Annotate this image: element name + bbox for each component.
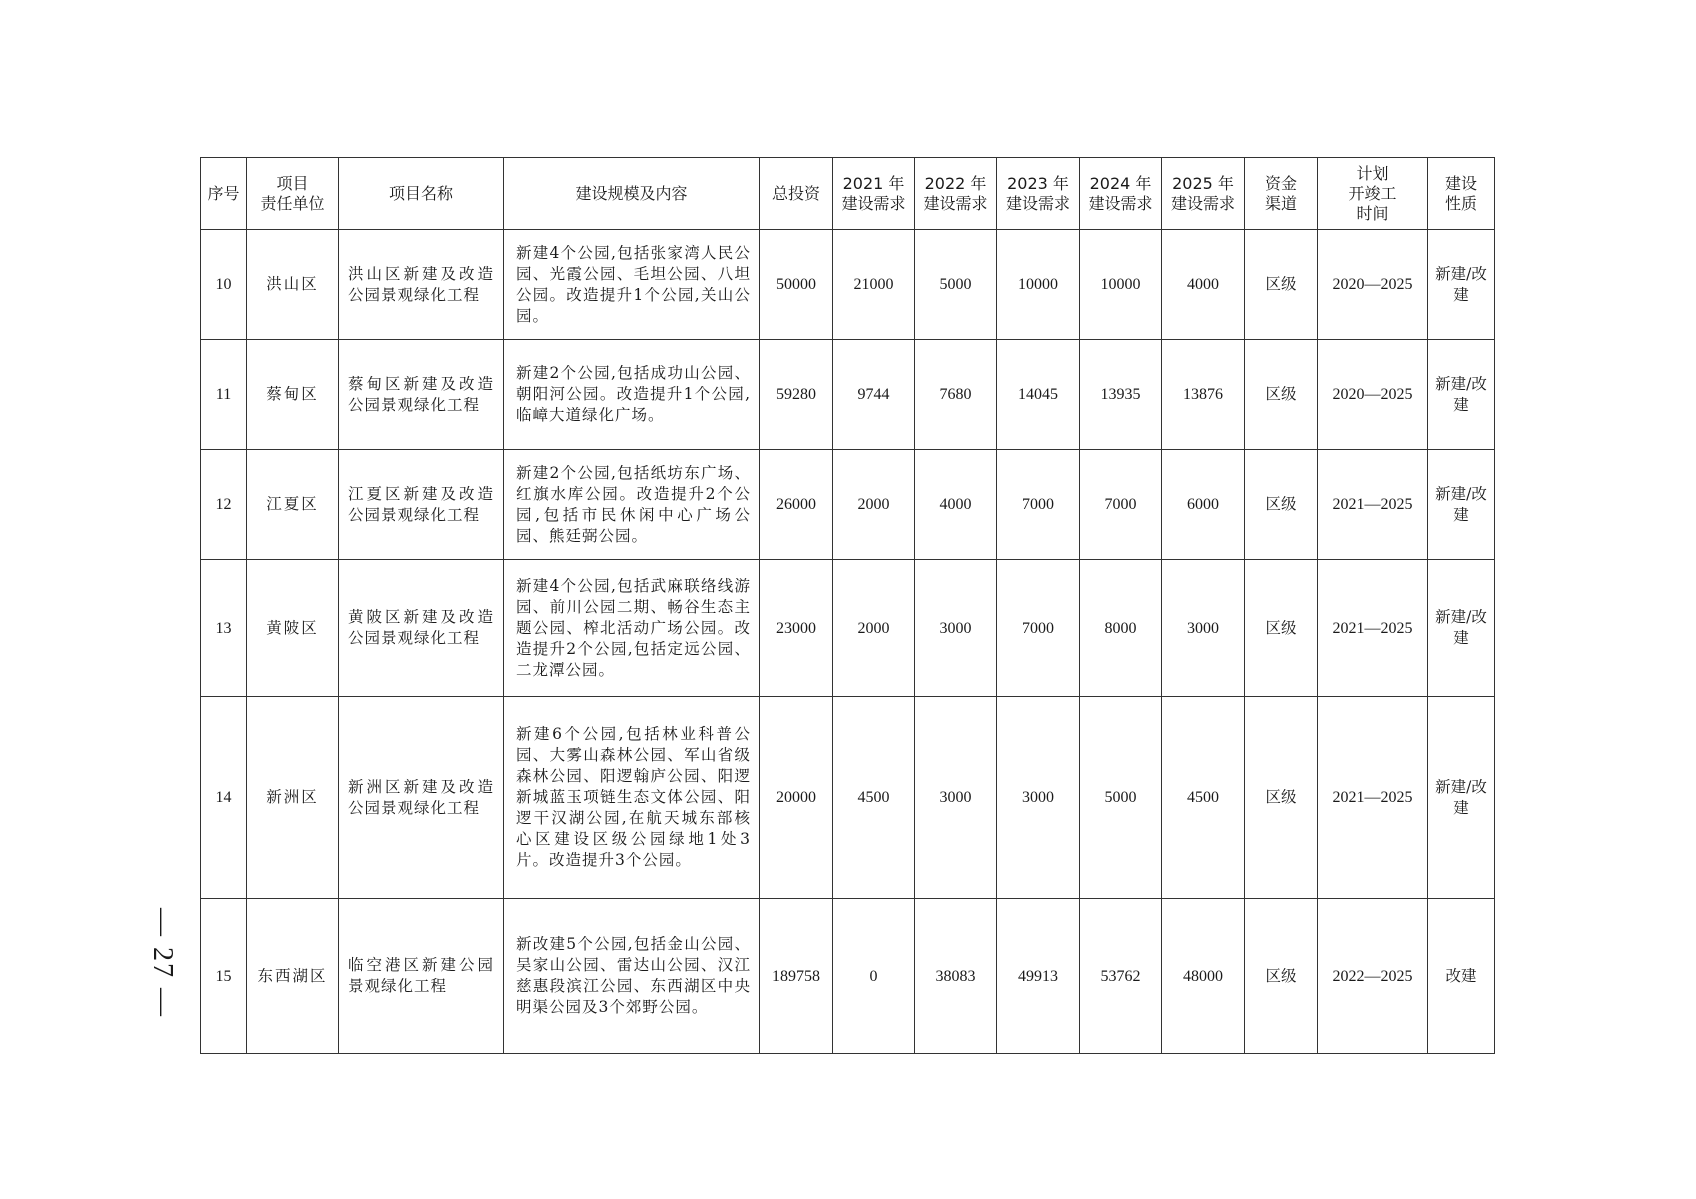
cell-2023: 49913 bbox=[997, 899, 1080, 1054]
header-fund-line1: 资金 bbox=[1264, 173, 1297, 193]
header-row bbox=[201, 158, 1495, 230]
cell-time: 2021—2025 bbox=[1318, 450, 1428, 560]
cell-unit: 新洲区 bbox=[247, 697, 339, 899]
header-unit bbox=[247, 158, 339, 230]
cell-total: 50000 bbox=[760, 230, 833, 340]
table-row bbox=[201, 899, 1495, 1054]
header-2023-line1: 2023 年 bbox=[1007, 173, 1069, 193]
cell-2022: 4000 bbox=[915, 450, 997, 560]
cell-no: 14 bbox=[201, 697, 247, 899]
cell-2024: 7000 bbox=[1080, 450, 1162, 560]
cell-2025: 6000 bbox=[1162, 450, 1245, 560]
cell-time: 2021—2025 bbox=[1318, 697, 1428, 899]
header-2021-line2: 建设需求 bbox=[841, 193, 906, 213]
cell-2022: 7680 bbox=[915, 340, 997, 450]
header-time-line2: 开竣工 bbox=[1348, 183, 1397, 203]
table-row bbox=[201, 340, 1495, 450]
cell-content: 新建4个公园,包括武麻联络线游园、前川公园二期、畅谷生态主题公园、榨北活动广场公园。改造提升2个公园,包括定远公园、二龙潭公园。 bbox=[504, 560, 760, 697]
cell-nature: 改建 bbox=[1428, 899, 1495, 1054]
cell-nature: 新建/改建 bbox=[1428, 450, 1495, 560]
cell-fund: 区级 bbox=[1245, 450, 1318, 560]
header-time bbox=[1318, 158, 1428, 230]
cell-name: 黄陂区新建及改造公园景观绿化工程 bbox=[339, 560, 504, 697]
cell-name: 蔡甸区新建及改造公园景观绿化工程 bbox=[339, 340, 504, 450]
cell-nature: 新建/改建 bbox=[1428, 340, 1495, 450]
cell-2023: 14045 bbox=[997, 340, 1080, 450]
header-2021 bbox=[833, 158, 915, 230]
cell-2024: 5000 bbox=[1080, 697, 1162, 899]
cell-total: 20000 bbox=[760, 697, 833, 899]
table-row bbox=[201, 230, 1495, 340]
header-time-line1: 计划 bbox=[1356, 163, 1389, 183]
header-fund-line2: 渠道 bbox=[1264, 193, 1297, 213]
cell-2025: 3000 bbox=[1162, 560, 1245, 697]
header-nature bbox=[1428, 158, 1495, 230]
cell-nature: 新建/改建 bbox=[1428, 697, 1495, 899]
header-unit-line2: 责任单位 bbox=[260, 193, 325, 213]
header-2025-line1: 2025 年 bbox=[1172, 173, 1234, 193]
cell-name: 洪山区新建及改造公园景观绿化工程 bbox=[339, 230, 504, 340]
header-2025 bbox=[1162, 158, 1245, 230]
cell-time: 2022—2025 bbox=[1318, 899, 1428, 1054]
cell-content: 新改建5个公园,包括金山公园、吴家山公园、雷达山公园、汉江慈惠段滨江公园、东西湖区中央明渠公园及3个郊野公园。 bbox=[504, 899, 760, 1054]
cell-2022: 3000 bbox=[915, 560, 997, 697]
header-2022-line1: 2022 年 bbox=[924, 173, 987, 193]
header-2024-line2: 建设需求 bbox=[1088, 193, 1153, 213]
page-number-text: — 27 — bbox=[147, 908, 178, 1018]
header-2024-line1: 2024 年 bbox=[1089, 173, 1152, 193]
table-row bbox=[201, 697, 1495, 899]
cell-unit: 黄陂区 bbox=[247, 560, 339, 697]
cell-no: 12 bbox=[201, 450, 247, 560]
cell-name: 新洲区新建及改造公园景观绿化工程 bbox=[339, 697, 504, 899]
cell-no: 15 bbox=[201, 899, 247, 1054]
cell-fund: 区级 bbox=[1245, 560, 1318, 697]
cell-nature: 新建/改建 bbox=[1428, 230, 1495, 340]
header-name: 项目名称 bbox=[339, 158, 504, 230]
cell-content: 新建4个公园,包括张家湾人民公园、光霞公园、毛坦公园、八坦公园。改造提升1个公园,关山公园。 bbox=[504, 230, 760, 340]
table-body bbox=[201, 230, 1495, 1054]
cell-2021: 0 bbox=[833, 899, 915, 1054]
cell-content: 新建2个公园,包括纸坊东广场、红旗水库公园。改造提升2个公园,包括市民休闲中心广场公园、熊廷弼公园。 bbox=[504, 450, 760, 560]
cell-2021: 9744 bbox=[833, 340, 915, 450]
cell-unit: 东西湖区 bbox=[247, 899, 339, 1054]
cell-total: 23000 bbox=[760, 560, 833, 697]
table-header bbox=[201, 158, 1495, 230]
cell-time: 2020—2025 bbox=[1318, 230, 1428, 340]
header-unit-line1: 项目 bbox=[276, 173, 309, 193]
cell-unit: 江夏区 bbox=[247, 450, 339, 560]
table-row bbox=[201, 560, 1495, 697]
cell-no: 11 bbox=[201, 340, 247, 450]
cell-fund: 区级 bbox=[1245, 899, 1318, 1054]
cell-name: 江夏区新建及改造公园景观绿化工程 bbox=[339, 450, 504, 560]
cell-fund: 区级 bbox=[1245, 697, 1318, 899]
header-2021-line1: 2021 年 bbox=[842, 173, 905, 193]
cell-2025: 48000 bbox=[1162, 899, 1245, 1054]
header-nature-line1: 建设 bbox=[1444, 173, 1477, 193]
cell-time: 2021—2025 bbox=[1318, 560, 1428, 697]
cell-fund: 区级 bbox=[1245, 230, 1318, 340]
cell-total: 26000 bbox=[760, 450, 833, 560]
header-2023 bbox=[997, 158, 1080, 230]
cell-2025: 4500 bbox=[1162, 697, 1245, 899]
cell-2021: 2000 bbox=[833, 560, 915, 697]
cell-2021: 2000 bbox=[833, 450, 915, 560]
cell-2025: 13876 bbox=[1162, 340, 1245, 450]
header-2022 bbox=[915, 158, 997, 230]
header-total: 总投资 bbox=[760, 158, 833, 230]
header-nature-line2: 性质 bbox=[1444, 193, 1477, 213]
cell-2022: 3000 bbox=[915, 697, 997, 899]
cell-nature: 新建/改建 bbox=[1428, 560, 1495, 697]
cell-no: 13 bbox=[201, 560, 247, 697]
table-row bbox=[201, 450, 1495, 560]
header-2025-line2: 建设需求 bbox=[1170, 193, 1235, 213]
cell-2021: 21000 bbox=[833, 230, 915, 340]
cell-2023: 10000 bbox=[997, 230, 1080, 340]
cell-content: 新建6个公园,包括林业科普公园、大雾山森林公园、军山省级森林公园、阳逻翰庐公园、阳逻新城蓝玉项链生态文体公园、阳逻干汉湖公园,在航天城东部核心区建设区级公园绿地1处3片。改造提升3个公园。 bbox=[504, 697, 760, 899]
cell-unit: 蔡甸区 bbox=[247, 340, 339, 450]
cell-2022: 38083 bbox=[915, 899, 997, 1054]
cell-2024: 8000 bbox=[1080, 560, 1162, 697]
cell-content: 新建2个公园,包括成功山公园、朝阳河公园。改造提升1个公园,临嶂大道绿化广场。 bbox=[504, 340, 760, 450]
cell-no: 10 bbox=[201, 230, 247, 340]
header-no: 序号 bbox=[201, 158, 247, 230]
cell-2023: 7000 bbox=[997, 450, 1080, 560]
cell-2022: 5000 bbox=[915, 230, 997, 340]
cell-fund: 区级 bbox=[1245, 340, 1318, 450]
header-fund bbox=[1245, 158, 1318, 230]
cell-2024: 10000 bbox=[1080, 230, 1162, 340]
header-content: 建设规模及内容 bbox=[504, 158, 760, 230]
header-2022-line2: 建设需求 bbox=[923, 193, 988, 213]
cell-2024: 13935 bbox=[1080, 340, 1162, 450]
cell-2023: 7000 bbox=[997, 560, 1080, 697]
header-time-line3: 时间 bbox=[1356, 203, 1389, 223]
header-2023-line2: 建设需求 bbox=[1005, 193, 1070, 213]
cell-2024: 53762 bbox=[1080, 899, 1162, 1054]
cell-2021: 4500 bbox=[833, 697, 915, 899]
cell-2023: 3000 bbox=[997, 697, 1080, 899]
cell-unit: 洪山区 bbox=[247, 230, 339, 340]
cell-name: 临空港区新建公园景观绿化工程 bbox=[339, 899, 504, 1054]
page-number bbox=[140, 888, 184, 1038]
cell-total: 59280 bbox=[760, 340, 833, 450]
cell-time: 2020—2025 bbox=[1318, 340, 1428, 450]
header-2024 bbox=[1080, 158, 1162, 230]
project-plan-table bbox=[200, 157, 1495, 1054]
cell-total: 189758 bbox=[760, 899, 833, 1054]
cell-2025: 4000 bbox=[1162, 230, 1245, 340]
